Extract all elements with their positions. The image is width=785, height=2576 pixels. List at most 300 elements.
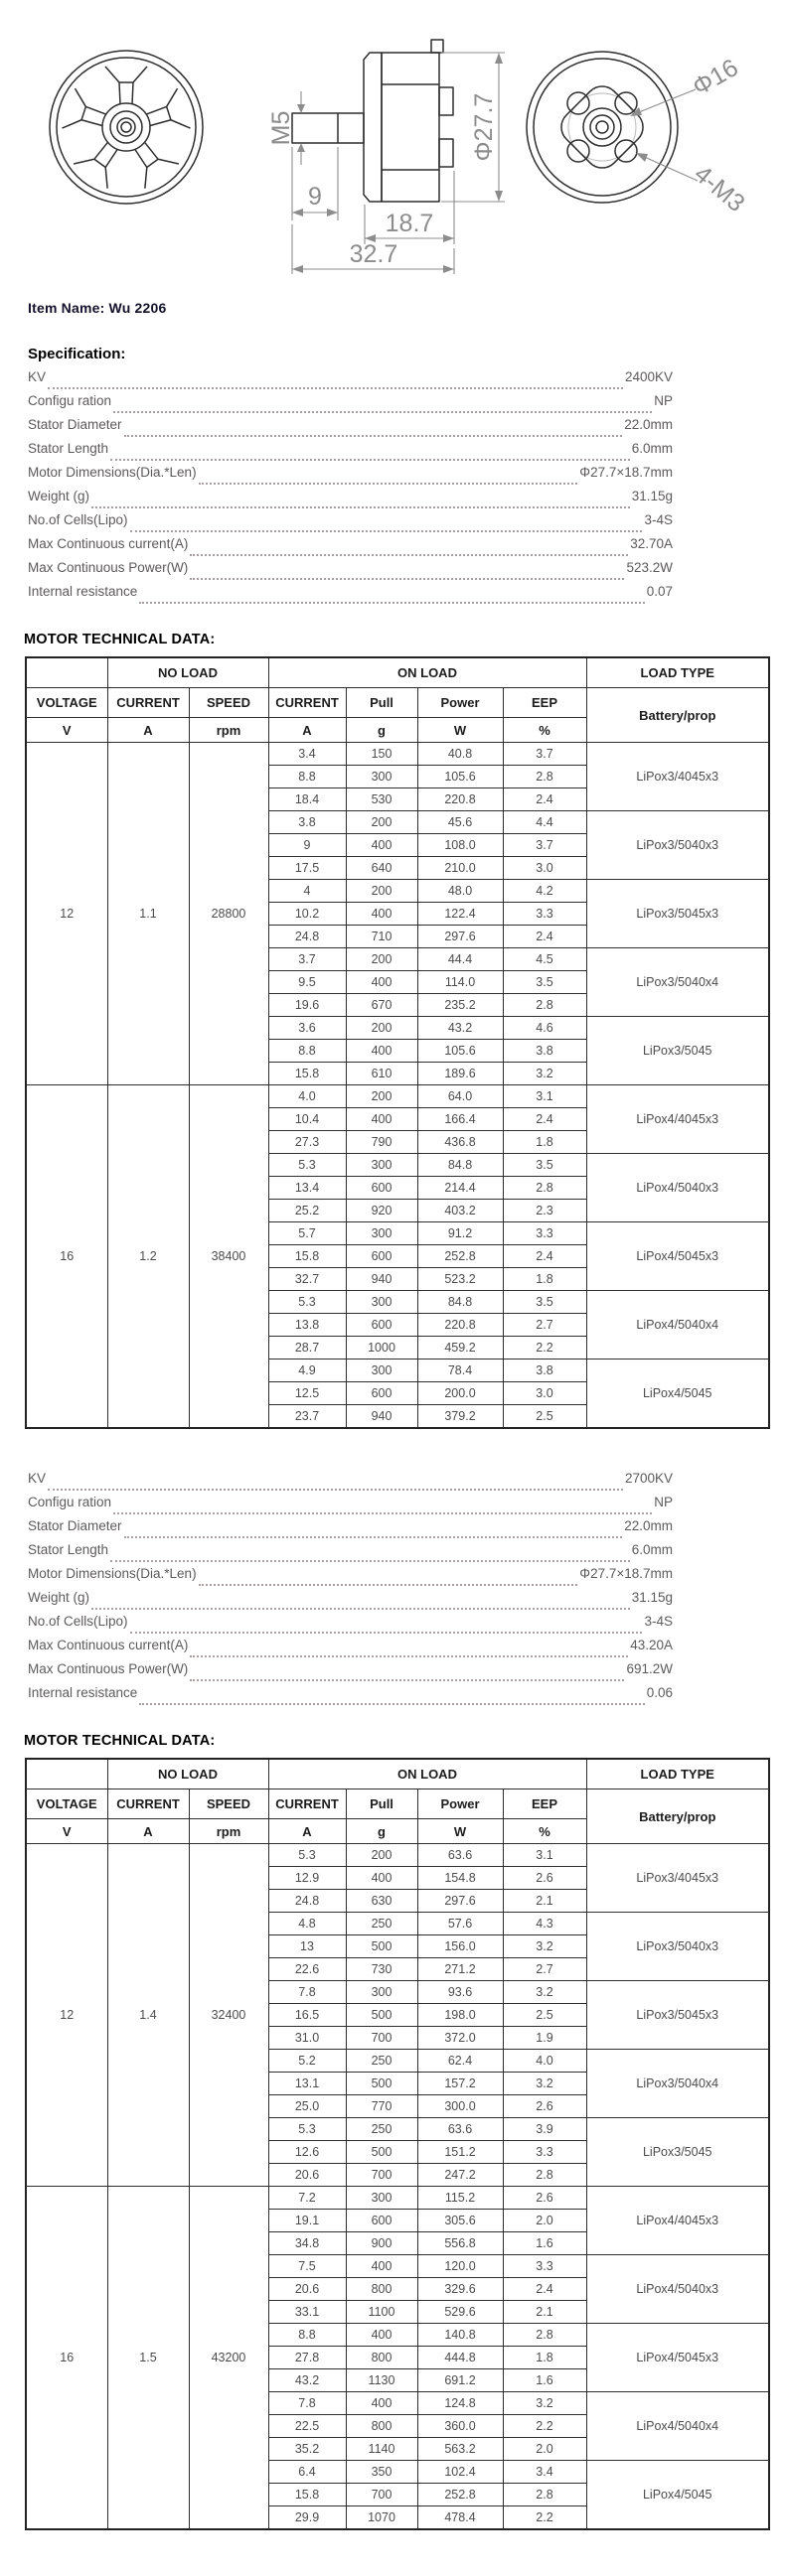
speed-cell: 28800 <box>189 743 268 1085</box>
data-cell: 84.8 <box>417 1154 503 1177</box>
data-cell: 800 <box>346 2347 417 2369</box>
data-cell: 700 <box>346 2027 417 2050</box>
data-cell: 3.2 <box>503 1063 586 1085</box>
data-cell: 34.8 <box>268 2232 346 2255</box>
data-cell: 3.3 <box>503 903 586 926</box>
data-cell: 19.6 <box>268 994 346 1017</box>
data-cell: 29.9 <box>268 2506 346 2530</box>
data-cell: 2.0 <box>503 2210 586 2232</box>
data-cell: 5.3 <box>268 1291 346 1314</box>
unit-header: V <box>26 718 107 743</box>
battery-prop-cell: LiPox4/5040x4 <box>586 2392 769 2461</box>
data-cell: 3.1 <box>503 1085 586 1108</box>
data-cell: 198.0 <box>417 2004 503 2027</box>
noload-current-cell: 1.4 <box>107 1844 189 2187</box>
data-cell: 10.4 <box>268 1108 346 1131</box>
column-header: SPEED <box>189 1789 268 1819</box>
data-cell: 3.3 <box>503 1222 586 1245</box>
data-cell: 3.2 <box>503 1935 586 1958</box>
bottom-spacer <box>0 2530 785 2576</box>
motor-back-view-drawing <box>527 52 678 203</box>
data-cell: 790 <box>346 1131 417 1154</box>
dim-label-4m3: 4-M3 <box>689 159 750 218</box>
spec-value: NP <box>654 393 673 408</box>
data-cell: 478.4 <box>417 2506 503 2530</box>
data-cell: 22.6 <box>268 1958 346 1981</box>
battery-prop-cell: LiPox4/5040x3 <box>586 2255 769 2324</box>
data-cell: 600 <box>346 1177 417 1200</box>
motor-data-heading-2: MOTOR TECHNICAL DATA: <box>24 1733 216 1749</box>
spec-value: 22.0mm <box>624 417 673 432</box>
data-cell: 157.2 <box>417 2073 503 2095</box>
battery-prop-cell: LiPox3/5045 <box>586 2118 769 2187</box>
data-cell: 15.8 <box>268 1245 346 1268</box>
data-cell: 91.2 <box>417 1222 503 1245</box>
speed-cell: 32400 <box>189 1844 268 2187</box>
column-header: CURRENT <box>268 688 346 718</box>
unit-header: A <box>107 718 189 743</box>
spec-label: No.of Cells(Lipo) <box>28 512 128 527</box>
dim-label-d277: Φ27.7 <box>470 92 498 162</box>
unit-header: g <box>346 718 417 743</box>
unit-header: V <box>26 1819 107 1844</box>
data-cell: 78.4 <box>417 1360 503 1382</box>
spec-row <box>28 465 673 489</box>
data-cell: 252.8 <box>417 1245 503 1268</box>
data-cell: 150 <box>346 743 417 766</box>
item-name: Item Name: Wu 2206 <box>28 300 167 316</box>
data-cell: 360.0 <box>417 2415 503 2438</box>
data-cell: 4.6 <box>503 1017 586 1040</box>
data-cell: 400 <box>346 903 417 926</box>
data-cell: 3.7 <box>268 948 346 971</box>
spec-leader-dots <box>110 459 630 461</box>
noload-current-cell: 1.1 <box>107 743 189 1085</box>
spec-leader-dots <box>190 1655 628 1657</box>
data-cell: 400 <box>346 1867 417 1890</box>
data-cell: 43.2 <box>268 2369 346 2392</box>
data-cell: 5.3 <box>268 1844 346 1867</box>
data-cell: 105.6 <box>417 766 503 788</box>
spec-row <box>28 512 673 536</box>
data-cell: 610 <box>346 1063 417 1085</box>
battery-prop-cell: LiPox3/5040x4 <box>586 948 769 1017</box>
data-cell: 2.5 <box>503 2004 586 2027</box>
data-cell: 7.8 <box>268 2392 346 2415</box>
battery-prop-cell: LiPox4/5040x4 <box>586 1291 769 1360</box>
data-cell: 40.8 <box>417 743 503 766</box>
data-cell: 300 <box>346 1291 417 1314</box>
dim-label-9: 9 <box>308 183 322 211</box>
spec-row <box>28 1566 673 1590</box>
data-cell: 329.6 <box>417 2278 503 2301</box>
data-cell: 4.3 <box>503 1913 586 1935</box>
load-type-header: LOAD TYPE <box>586 1759 769 1789</box>
data-cell: 563.2 <box>417 2438 503 2461</box>
data-cell: 33.1 <box>268 2301 346 2324</box>
spec-row <box>28 393 673 417</box>
spec-label: Configu ration <box>28 1495 112 1509</box>
data-cell: 20.6 <box>268 2278 346 2301</box>
data-cell: 7.8 <box>268 1981 346 2004</box>
data-cell: 300 <box>346 1360 417 1382</box>
data-cell: 13.8 <box>268 1314 346 1337</box>
spec-label: KV <box>28 1471 47 1486</box>
spec-value: 6.0mm <box>631 1542 673 1557</box>
data-cell: 250 <box>346 2118 417 2141</box>
corner-cell <box>26 1759 107 1789</box>
unit-header: W <box>417 718 503 743</box>
speed-cell: 43200 <box>189 2187 268 2530</box>
data-cell: 84.8 <box>417 1291 503 1314</box>
data-cell: 17.5 <box>268 857 346 880</box>
data-cell: 44.4 <box>417 948 503 971</box>
spec-value: 2700KV <box>624 1471 673 1486</box>
spec-row <box>28 1685 673 1709</box>
dim-label-m5: M5 <box>267 110 295 146</box>
spec-row <box>28 1638 673 1661</box>
data-cell: 235.2 <box>417 994 503 1017</box>
speed-cell: 38400 <box>189 1085 268 1429</box>
data-cell: 250 <box>346 1913 417 1935</box>
spec-value: 3-4S <box>644 512 673 527</box>
spec-label: Configu ration <box>28 393 112 408</box>
data-cell: 2.6 <box>503 2095 586 2118</box>
battery-prop-cell: LiPox4/5045 <box>586 1360 769 1429</box>
data-cell: 2.8 <box>503 1177 586 1200</box>
data-cell: 3.0 <box>503 857 586 880</box>
load-type-header: LOAD TYPE <box>586 657 769 688</box>
data-cell: 2.8 <box>503 766 586 788</box>
data-cell: 31.0 <box>268 2027 346 2050</box>
data-cell: 305.6 <box>417 2210 503 2232</box>
data-cell: 140.8 <box>417 2324 503 2347</box>
spec-leader-dots <box>113 411 652 413</box>
data-cell: 670 <box>346 994 417 1017</box>
data-cell: 2.4 <box>503 2278 586 2301</box>
data-cell: 4.0 <box>268 1085 346 1108</box>
data-cell: 3.4 <box>268 743 346 766</box>
spec-leader-dots <box>110 1560 630 1562</box>
data-cell: 2.4 <box>503 1108 586 1131</box>
data-cell: 156.0 <box>417 1935 503 1958</box>
spec-row <box>28 536 673 560</box>
data-cell: 379.2 <box>417 1405 503 1429</box>
data-cell: 2.2 <box>503 1337 586 1360</box>
data-cell: 556.8 <box>417 2232 503 2255</box>
table-row <box>26 1844 769 1867</box>
data-cell: 7.2 <box>268 2187 346 2210</box>
data-cell: 2.2 <box>503 2506 586 2530</box>
data-cell: 940 <box>346 1268 417 1291</box>
spec-row <box>28 1518 673 1542</box>
data-cell: 529.6 <box>417 2301 503 2324</box>
data-cell: 2.8 <box>503 2164 586 2187</box>
data-cell: 1.6 <box>503 2369 586 2392</box>
on-load-header: ON LOAD <box>268 1759 586 1789</box>
spec-label: Stator Diameter <box>28 417 122 432</box>
spec-label: Internal resistance <box>28 1685 138 1700</box>
data-cell: 400 <box>346 2324 417 2347</box>
spec-row <box>28 1661 673 1685</box>
data-cell: 1000 <box>346 1337 417 1360</box>
data-cell: 523.2 <box>417 1268 503 1291</box>
data-cell: 5.3 <box>268 2118 346 2141</box>
data-cell: 1100 <box>346 2301 417 2324</box>
data-cell: 530 <box>346 788 417 811</box>
column-header: VOLTAGE <box>26 688 107 718</box>
unit-header: rpm <box>189 718 268 743</box>
data-cell: 5.2 <box>268 2050 346 2073</box>
data-cell: 403.2 <box>417 1200 503 1222</box>
table-row <box>26 743 769 766</box>
data-cell: 2.8 <box>503 2324 586 2347</box>
data-cell: 200 <box>346 948 417 971</box>
data-cell: 12.6 <box>268 2141 346 2164</box>
data-cell: 1.8 <box>503 2347 586 2369</box>
data-cell: 189.6 <box>417 1063 503 1085</box>
spec-leader-dots <box>48 1489 623 1491</box>
spec-label: Weight (g) <box>28 489 90 503</box>
spec-label: Motor Dimensions(Dia.*Len) <box>28 1566 197 1581</box>
spec-leader-dots <box>139 1703 644 1705</box>
battery-prop-cell: LiPox4/5045 <box>586 2461 769 2530</box>
data-cell: 2.1 <box>503 2301 586 2324</box>
data-cell: 350 <box>346 2461 417 2484</box>
data-cell: 400 <box>346 834 417 857</box>
data-cell: 3.6 <box>268 1017 346 1040</box>
battery-prop-cell: LiPox3/5045x3 <box>586 880 769 948</box>
unit-header: A <box>268 1819 346 1844</box>
data-cell: 48.0 <box>417 880 503 903</box>
unit-header: A <box>107 1819 189 1844</box>
data-cell: 2.8 <box>503 994 586 1017</box>
voltage-cell: 16 <box>26 1085 107 1429</box>
data-cell: 1.9 <box>503 2027 586 2050</box>
data-cell: 3.8 <box>503 1360 586 1382</box>
data-cell: 3.2 <box>503 1981 586 2004</box>
data-cell: 9.5 <box>268 971 346 994</box>
data-cell: 2.4 <box>503 926 586 948</box>
data-cell: 12.5 <box>268 1382 346 1405</box>
data-cell: 154.8 <box>417 1867 503 1890</box>
spec-row <box>28 584 673 608</box>
data-cell: 200 <box>346 880 417 903</box>
data-cell: 1.6 <box>503 2232 586 2255</box>
spec-row <box>28 1495 673 1518</box>
spec-leader-dots <box>130 530 643 532</box>
spec-label: Stator Diameter <box>28 1518 122 1533</box>
data-cell: 300 <box>346 1222 417 1245</box>
battery-prop-cell: LiPox4/5045x3 <box>586 1222 769 1291</box>
data-cell: 3.2 <box>503 2392 586 2415</box>
data-cell: 13.4 <box>268 1177 346 1200</box>
data-cell: 500 <box>346 2073 417 2095</box>
data-cell: 200 <box>346 1017 417 1040</box>
data-cell: 1.8 <box>503 1268 586 1291</box>
data-cell: 102.4 <box>417 2461 503 2484</box>
data-cell: 900 <box>346 2232 417 2255</box>
dim-label-d16: Φ16 <box>688 53 743 102</box>
voltage-cell: 16 <box>26 2187 107 2530</box>
noload-current-cell: 1.5 <box>107 2187 189 2530</box>
spec-row <box>28 1590 673 1614</box>
spec-leader-dots <box>199 1584 578 1586</box>
spec-label: KV <box>28 369 47 384</box>
battery-prop-cell: LiPox4/5045x3 <box>586 2324 769 2392</box>
spec-row <box>28 441 673 465</box>
data-cell: 400 <box>346 1108 417 1131</box>
data-cell: 400 <box>346 2255 417 2278</box>
spec-leader-dots <box>91 1608 630 1610</box>
data-cell: 800 <box>346 2415 417 2438</box>
data-cell: 2.2 <box>503 2415 586 2438</box>
spec-value: 6.0mm <box>631 441 673 456</box>
spec-value: 0.06 <box>646 1685 673 1700</box>
spec-row <box>28 560 673 584</box>
unit-header: % <box>503 1819 586 1844</box>
spec-leader-dots <box>130 1632 643 1634</box>
data-cell: 1.8 <box>503 1131 586 1154</box>
spec-row <box>28 417 673 441</box>
data-cell: 5.7 <box>268 1222 346 1245</box>
data-cell: 250 <box>346 2050 417 2073</box>
spec-leader-dots <box>190 1679 624 1681</box>
spec-label: Max Continuous Power(W) <box>28 560 189 575</box>
data-cell: 400 <box>346 971 417 994</box>
data-cell: 600 <box>346 2210 417 2232</box>
data-cell: 13 <box>268 1935 346 1958</box>
battery-prop-cell: LiPox4/4045x3 <box>586 2187 769 2255</box>
unit-header: rpm <box>189 1819 268 1844</box>
spec-value: 523.2W <box>626 560 673 575</box>
column-header: CURRENT <box>107 688 189 718</box>
data-cell: 166.4 <box>417 1108 503 1131</box>
on-load-header: ON LOAD <box>268 657 586 688</box>
data-cell: 15.8 <box>268 1063 346 1085</box>
data-cell: 2.1 <box>503 1890 586 1913</box>
data-cell: 436.8 <box>417 1131 503 1154</box>
unit-header: % <box>503 718 586 743</box>
column-header: Pull <box>346 1789 417 1819</box>
spec-value: NP <box>654 1495 673 1509</box>
data-cell: 25.2 <box>268 1200 346 1222</box>
data-cell: 4.9 <box>268 1360 346 1382</box>
column-header: SPEED <box>189 688 268 718</box>
spec-value: Φ27.7×18.7mm <box>579 465 673 480</box>
data-cell: 3.5 <box>503 971 586 994</box>
data-cell: 920 <box>346 1200 417 1222</box>
data-cell: 700 <box>346 2484 417 2506</box>
data-cell: 1130 <box>346 2369 417 2392</box>
data-cell: 4.5 <box>503 948 586 971</box>
data-cell: 500 <box>346 1935 417 1958</box>
data-cell: 4.4 <box>503 811 586 834</box>
data-cell: 3.3 <box>503 2255 586 2278</box>
spec-value: Φ27.7×18.7mm <box>579 1566 673 1581</box>
data-cell: 600 <box>346 1245 417 1268</box>
data-cell: 700 <box>346 2164 417 2187</box>
data-cell: 214.4 <box>417 1177 503 1200</box>
motor-table-2700kv <box>25 1758 770 2530</box>
unit-header: A <box>268 718 346 743</box>
data-cell: 800 <box>346 2278 417 2301</box>
motor-side-view-drawing <box>292 40 453 202</box>
spec-block-2700kv <box>28 1471 673 1709</box>
data-cell: 400 <box>346 2392 417 2415</box>
data-cell: 2.6 <box>503 2187 586 2210</box>
data-cell: 3.3 <box>503 2141 586 2164</box>
spec-value: 43.20A <box>630 1638 673 1652</box>
data-cell: 271.2 <box>417 1958 503 1981</box>
data-cell: 3.0 <box>503 1382 586 1405</box>
data-cell: 19.1 <box>268 2210 346 2232</box>
motor-data-heading-1: MOTOR TECHNICAL DATA: <box>24 632 216 647</box>
data-cell: 640 <box>346 857 417 880</box>
spec-row <box>28 1614 673 1638</box>
battery-prop-header: Battery/prop <box>586 1789 769 1844</box>
battery-prop-cell: LiPox3/5040x3 <box>586 811 769 880</box>
data-cell: 3.5 <box>503 1154 586 1177</box>
data-cell: 400 <box>346 1040 417 1063</box>
data-cell: 3.8 <box>268 811 346 834</box>
data-cell: 200 <box>346 1844 417 1867</box>
data-cell: 372.0 <box>417 2027 503 2050</box>
data-cell: 2.0 <box>503 2438 586 2461</box>
data-cell: 252.8 <box>417 2484 503 2506</box>
corner-cell <box>26 657 107 688</box>
data-cell: 210.0 <box>417 857 503 880</box>
table-row <box>26 2187 769 2210</box>
data-cell: 500 <box>346 2004 417 2027</box>
data-cell: 8.8 <box>268 2324 346 2347</box>
voltage-cell: 12 <box>26 1844 107 2187</box>
data-cell: 108.0 <box>417 834 503 857</box>
data-cell: 13.1 <box>268 2073 346 2095</box>
spec-leader-dots <box>190 578 624 580</box>
back-view-callouts <box>630 89 698 181</box>
column-header: Pull <box>346 688 417 718</box>
data-cell: 691.2 <box>417 2369 503 2392</box>
battery-prop-cell: LiPox3/5045x3 <box>586 1981 769 2050</box>
data-cell: 940 <box>346 1405 417 1429</box>
data-cell: 93.6 <box>417 1981 503 2004</box>
data-cell: 200 <box>346 1085 417 1108</box>
data-cell: 62.4 <box>417 2050 503 2073</box>
data-cell: 4.0 <box>503 2050 586 2073</box>
data-cell: 220.8 <box>417 788 503 811</box>
data-cell: 27.3 <box>268 1131 346 1154</box>
data-cell: 3.2 <box>503 2073 586 2095</box>
spec-label: Motor Dimensions(Dia.*Len) <box>28 465 197 480</box>
data-cell: 3.4 <box>503 2461 586 2484</box>
data-cell: 63.6 <box>417 2118 503 2141</box>
spec-label: Stator Length <box>28 1542 109 1557</box>
data-cell: 710 <box>346 926 417 948</box>
data-cell: 3.1 <box>503 1844 586 1867</box>
data-cell: 220.8 <box>417 1314 503 1337</box>
data-cell: 300 <box>346 766 417 788</box>
data-cell: 5.3 <box>268 1154 346 1177</box>
data-cell: 45.6 <box>417 811 503 834</box>
battery-prop-cell: LiPox3/4045x3 <box>586 1844 769 1913</box>
data-cell: 8.8 <box>268 1040 346 1063</box>
data-cell: 6.4 <box>268 2461 346 2484</box>
spec-leader-dots <box>124 1536 623 1538</box>
battery-prop-cell: LiPox3/4045x3 <box>586 743 769 811</box>
data-cell: 25.0 <box>268 2095 346 2118</box>
spec-leader-dots <box>199 483 578 485</box>
